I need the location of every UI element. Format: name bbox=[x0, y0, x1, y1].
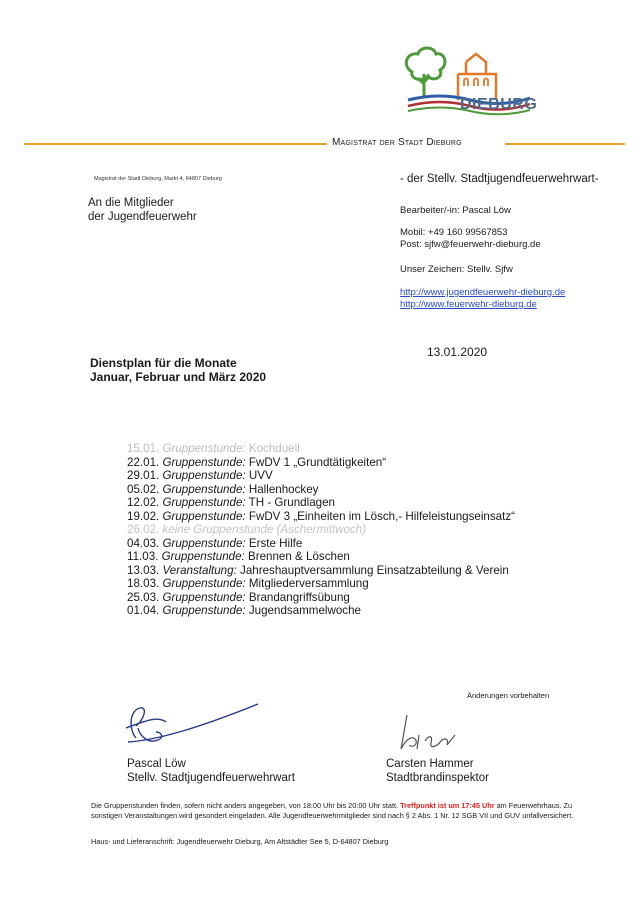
jugendfeuerwehr-link[interactable]: http://www.jugendfeuerwehr-dieburg.de bbox=[400, 287, 566, 298]
schedule-category: Gruppenstunde: bbox=[162, 455, 246, 469]
signatory-role: Stellv. Stadtjugendfeuerwehrwart bbox=[127, 772, 295, 784]
schedule-date: 29.01. bbox=[127, 469, 160, 482]
town-gate-icon bbox=[458, 54, 496, 100]
schedule-category: Gruppenstunde: bbox=[162, 509, 246, 523]
signatory-block-1 bbox=[127, 757, 295, 785]
schedule-category: Gruppenstunde: bbox=[162, 577, 246, 590]
schedule-category: Gruppenstunde: bbox=[162, 442, 246, 455]
schedule-category: Gruppenstunde: bbox=[162, 590, 246, 604]
schedule-date: 25.03. bbox=[127, 590, 160, 604]
header-rule-right bbox=[505, 143, 625, 145]
meeting-time-highlight: Treffpunkt ist um 17:45 Uhr bbox=[400, 801, 495, 810]
schedule-row bbox=[127, 523, 587, 537]
footnote-text: am Feuerwehrhaus. Zu sonstigen Veranstaltungen wird gesondert eingeladen. Alle Jugendfeuerwehrmitglieder sind nach § 2 Abs. 1 Nr. 12 SGB VII und GUV unfallversichert. bbox=[91, 801, 574, 820]
schedule-category: Gruppenstunde: bbox=[162, 482, 246, 496]
schedule-date: 01.04. bbox=[127, 604, 160, 617]
feuerwehr-link[interactable]: http://www.feuerwehr-dieburg.de bbox=[400, 299, 537, 310]
schedule-description: UVV bbox=[248, 469, 273, 482]
schedule-list bbox=[127, 442, 587, 618]
recipient-block bbox=[88, 196, 197, 224]
letter-date: 13.01.2020 bbox=[427, 345, 488, 359]
header-rule-left bbox=[24, 143, 327, 145]
editor-line: Bearbeiter/-in: Pascal Löw bbox=[400, 205, 511, 216]
sender-return-address: Magistrat der Stadt Dieburg, Markt 4, 64807 Dieburg bbox=[94, 176, 222, 182]
schedule-row bbox=[127, 483, 587, 497]
delivery-address: Haus- und Lieferanschrift: Jugendfeuerwehr Dieburg, Am Altstädter See 5, D-64807 Dieburg bbox=[91, 837, 389, 846]
changes-note: Änderungen vorbehalten bbox=[467, 691, 550, 700]
schedule-description: Brandangriffsübung bbox=[248, 590, 350, 604]
schedule-row bbox=[127, 537, 587, 551]
schedule-description: Brennen & Löschen bbox=[248, 550, 350, 563]
signatory-role: Stadtbrandinspektor bbox=[386, 772, 489, 784]
schedule-description: Jahreshauptversammlung Einsatzabteilung & Verein bbox=[240, 563, 509, 577]
schedule-row bbox=[127, 591, 587, 605]
schedule-description: Hallenhockey bbox=[248, 482, 319, 496]
recipient-line: der Jugendfeuerwehr bbox=[88, 211, 197, 223]
tree-icon bbox=[406, 48, 445, 96]
logo-text: DIEBURG bbox=[460, 96, 538, 113]
schedule-date: 15.01. bbox=[127, 442, 160, 455]
schedule-description: keine Gruppenstunde (Aschermittwoch) bbox=[162, 523, 367, 536]
schedule-description: FwDV 1 „Grundtätigkeiten“ bbox=[248, 455, 387, 469]
schedule-date: 26.02. bbox=[127, 523, 160, 536]
schedule-date: 19.02. bbox=[127, 509, 160, 523]
document-title bbox=[90, 356, 266, 384]
schedule-row bbox=[127, 442, 587, 456]
signatory-name: Carsten Hammer bbox=[386, 758, 474, 770]
signatory-name: Pascal Löw bbox=[127, 758, 186, 770]
recipient-line: An die Mitglieder bbox=[88, 197, 174, 209]
schedule-date: 11.03. bbox=[127, 550, 159, 563]
department-title: - der Stellv. Stadtjugendfeuerwehrwart- bbox=[400, 173, 599, 185]
footnote-text: Die Gruppenstunden finden, sofern nicht anders angegeben, von 18:00 Uhr bis 20:00 Uhr statt. bbox=[91, 801, 399, 810]
mobile-line: Mobil: +49 160 99567853 bbox=[400, 227, 508, 238]
schedule-date: 05.02. bbox=[127, 482, 160, 496]
schedule-row bbox=[127, 510, 587, 524]
schedule-category: Gruppenstunde: bbox=[162, 536, 246, 550]
magistrat-heading: Magistrat der Stadt Dieburg bbox=[332, 137, 462, 148]
schedule-description: Jugendsammelwoche bbox=[248, 604, 361, 617]
schedule-row bbox=[127, 469, 587, 483]
schedule-category: Gruppenstunde: bbox=[162, 469, 246, 482]
schedule-description: Erste Hilfe bbox=[248, 536, 303, 550]
email-line: Post: sjfw@feuerwehr-dieburg.de bbox=[400, 239, 541, 250]
title-line: Dienstplan für die Monate bbox=[90, 356, 237, 370]
signatory-block-2 bbox=[386, 757, 489, 785]
signature-carsten-hammer bbox=[395, 705, 485, 755]
schedule-category: Veranstaltung: bbox=[162, 563, 237, 577]
schedule-row bbox=[127, 564, 587, 578]
schedule-description: Mitgliederversammlung bbox=[248, 577, 369, 590]
reference-line: Unser Zeichen: Stellv. Sjfw bbox=[400, 264, 513, 275]
schedule-date: 18.03. bbox=[127, 577, 160, 590]
schedule-row bbox=[127, 550, 587, 564]
schedule-description: FwDV 3 „Einheiten im Lösch,- Hilfeleistungseinsatz“ bbox=[248, 509, 515, 523]
schedule-date: 22.01. bbox=[127, 455, 160, 469]
footnote bbox=[91, 801, 591, 821]
schedule-row bbox=[127, 496, 587, 510]
title-line: Januar, Februar und März 2020 bbox=[90, 370, 267, 384]
signature-pascal-loew bbox=[118, 698, 268, 754]
schedule-category: Gruppenstunde: bbox=[162, 496, 246, 509]
schedule-date: 13.03. bbox=[127, 563, 160, 577]
schedule-category: Gruppenstunde: bbox=[161, 550, 245, 563]
schedule-row bbox=[127, 604, 587, 618]
schedule-category: Gruppenstunde: bbox=[162, 604, 246, 617]
schedule-description: Kochduell bbox=[248, 442, 300, 455]
schedule-row bbox=[127, 456, 587, 470]
schedule-date: 04.03. bbox=[127, 536, 160, 550]
schedule-row bbox=[127, 577, 587, 591]
schedule-date: 12.02. bbox=[127, 496, 160, 509]
schedule-description: TH - Grundlagen bbox=[248, 496, 335, 509]
